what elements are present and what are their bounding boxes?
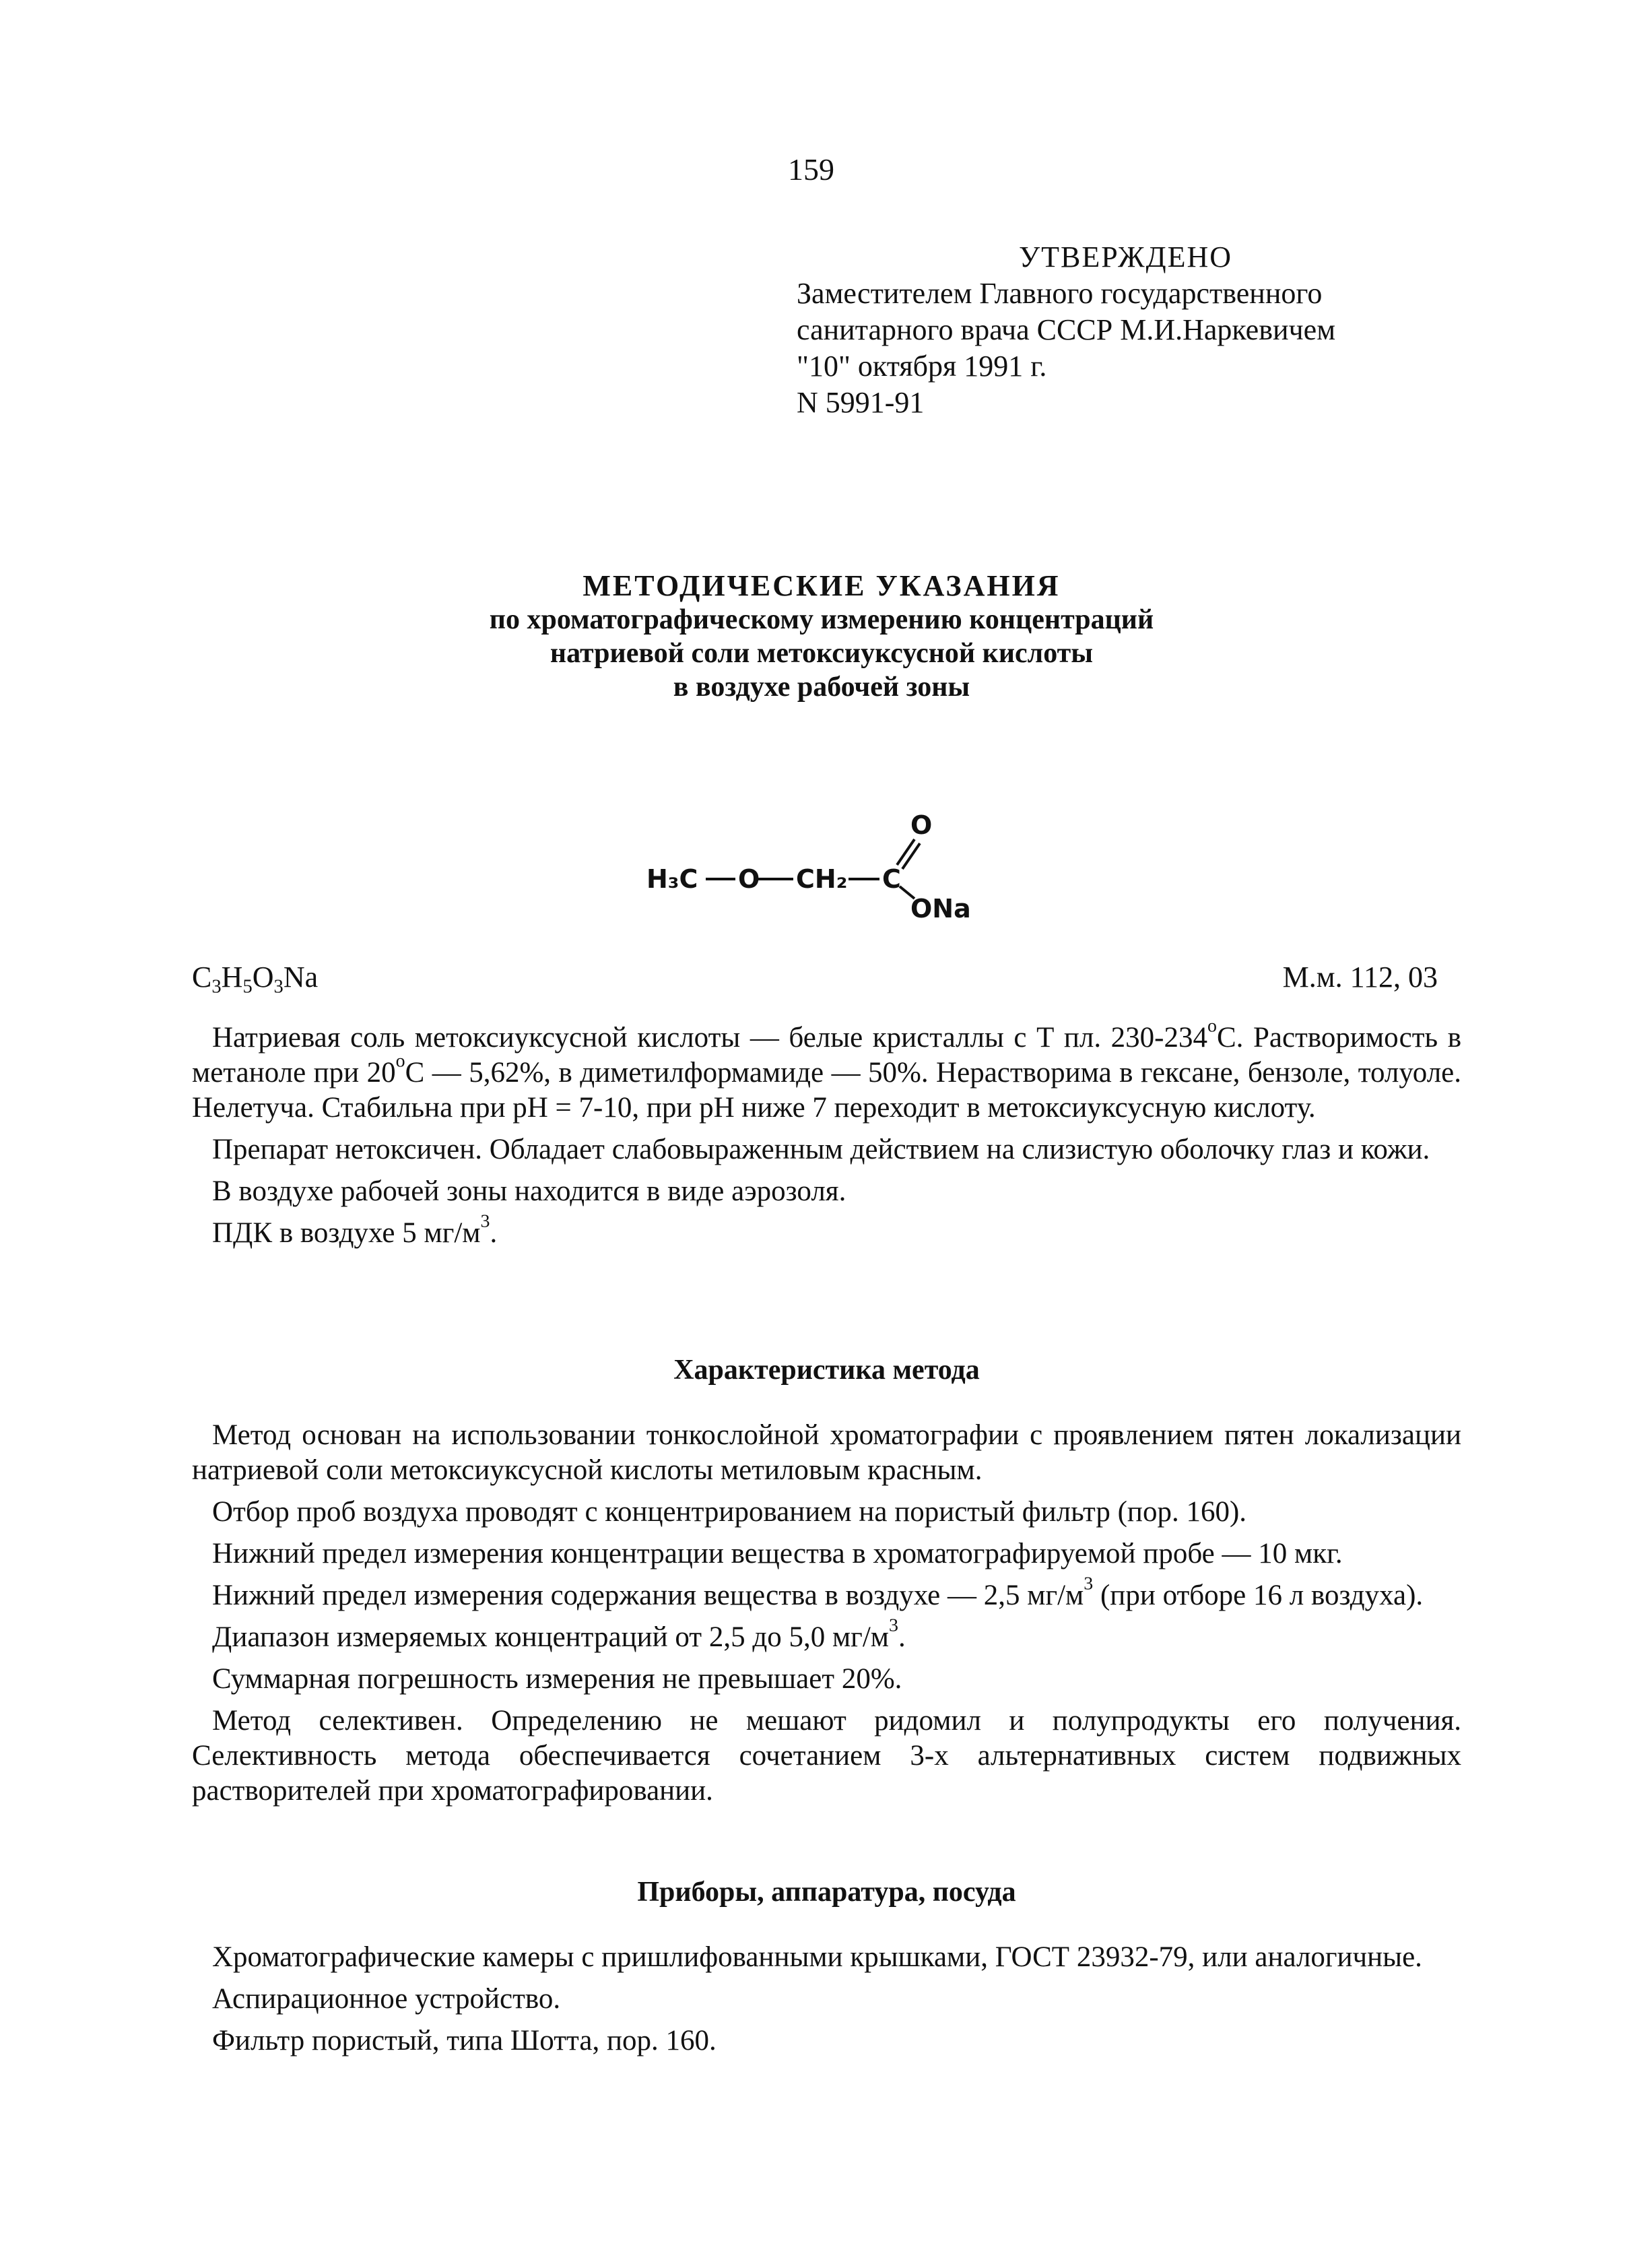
equipment-text bbox=[192, 1940, 1461, 2065]
intro-paragraph-3: В воздухе рабочей зоны находится в виде аэрозоля. bbox=[212, 1175, 846, 1207]
method-paragraph-1: Метод основан на использовании тонкослойной хроматографии с проявлением пятен локализации натриевой соли метоксиуксусной кислоты метиловым красным. bbox=[192, 1419, 1461, 1486]
method-paragraph-5: Диапазон измеряемых концентраций от 2,5 до 5,0 $мг/м^3$. bbox=[212, 1615, 906, 1653]
document-title-main: МЕТОДИЧЕСКИЕ УКАЗАНИЯ bbox=[582, 569, 1061, 602]
bond-c-ona bbox=[900, 886, 914, 899]
equipment-paragraph-1: Хроматографические камеры с пришлифованными крышками, ГОСТ 23932-79, или аналогичные. bbox=[212, 1941, 1422, 1973]
method-text bbox=[192, 1418, 1461, 1815]
structural-formula bbox=[646, 808, 997, 936]
intro-paragraph-2: Препарат нетоксичен. Обладает слабовыраженным действием на слизистую оболочку глаз и кожи. bbox=[212, 1134, 1430, 1165]
document-title-line-1: по хроматографическому измерению концентраций bbox=[489, 604, 1154, 635]
equipment-paragraph-3: Фильтр пористый, типа Шотта, пор. 160. bbox=[212, 2025, 717, 2056]
document-title bbox=[256, 569, 1387, 704]
bond-c-o-double-2 bbox=[902, 843, 920, 869]
structure-ch2: CH₂ bbox=[796, 864, 848, 894]
approval-line-2: санитарного врача СССР М.И.Наркевичем bbox=[797, 313, 1336, 346]
approval-line-1: Заместителем Главного государственного bbox=[797, 277, 1323, 310]
structure-h3c: H₃C bbox=[646, 864, 698, 894]
approval-number: N 5991-91 bbox=[797, 386, 925, 419]
molecular-formula: $C_3H_5O_3Na$ bbox=[192, 961, 319, 998]
structure-carbonyl-oxygen: O bbox=[910, 810, 933, 840]
document-title-line-3: в воздухе рабочей зоны bbox=[673, 672, 970, 703]
approval-title: УТВЕРЖДЕНО bbox=[1019, 240, 1233, 273]
structure-ona: ONa bbox=[910, 894, 971, 924]
method-paragraph-7: Метод селективен. Определению не мешают ридомил и полупродукты его получения. Селективность метода обеспечивается сочетанием 3-х альтернативных систем подвижных растворителей при хроматографировании. bbox=[192, 1705, 1461, 1807]
equipment-paragraph-2: Аспирационное устройство. bbox=[212, 1983, 561, 2015]
method-paragraph-2: Отбор проб воздуха проводят с концентрированием на пористый фильтр (пор. 160). bbox=[212, 1496, 1247, 1528]
method-paragraph-3: Нижний предел измерения концентрации вещества в хроматографируемой пробе — 10 мкг. bbox=[212, 1538, 1343, 1569]
structure-oxygen: O bbox=[738, 864, 760, 894]
intro-paragraph-1: Натриевая соль метоксиуксусной кислоты — белые кристаллы с Т пл. $230-234^оС$. Растворимость в метаноле при $20^оС$ — 5,62%, в диметилформамиде — 50%. Нерастворима в гексане, бензоле, толуоле. Нелетуча. Стабильна при рН = 7-10, при рН ниже 7 переходит в метоксиуксусную кислоту. bbox=[192, 1015, 1461, 1124]
molar-mass: М.м. 112, 03 bbox=[1282, 961, 1438, 994]
document-title-line-2: натриевой соли метоксиуксусной кислоты bbox=[550, 638, 1094, 669]
section-heading-method: Характеристика метода bbox=[673, 1355, 980, 1386]
page-number: 159 bbox=[788, 152, 834, 187]
structure-carbon: C bbox=[882, 864, 901, 894]
section-heading-equipment: Приборы, аппаратура, посуда bbox=[637, 1877, 1016, 1908]
intro-paragraph-4: ПДК в воздухе 5 $мг/м^3$. bbox=[212, 1210, 498, 1249]
approval-stamp bbox=[797, 239, 1470, 421]
method-paragraph-4: Нижний предел измерения содержания вещества в воздухе — 2,5 $мг/м^3$ (при отборе 16 л воздуха). bbox=[212, 1573, 1424, 1611]
method-paragraph-6: Суммарная погрешность измерения не превышает 20%. bbox=[212, 1663, 902, 1695]
approval-line-3: "10" октября 1991 г. bbox=[797, 350, 1047, 383]
intro-text bbox=[192, 1015, 1461, 1258]
bond-c-o-double-1 bbox=[897, 839, 914, 865]
